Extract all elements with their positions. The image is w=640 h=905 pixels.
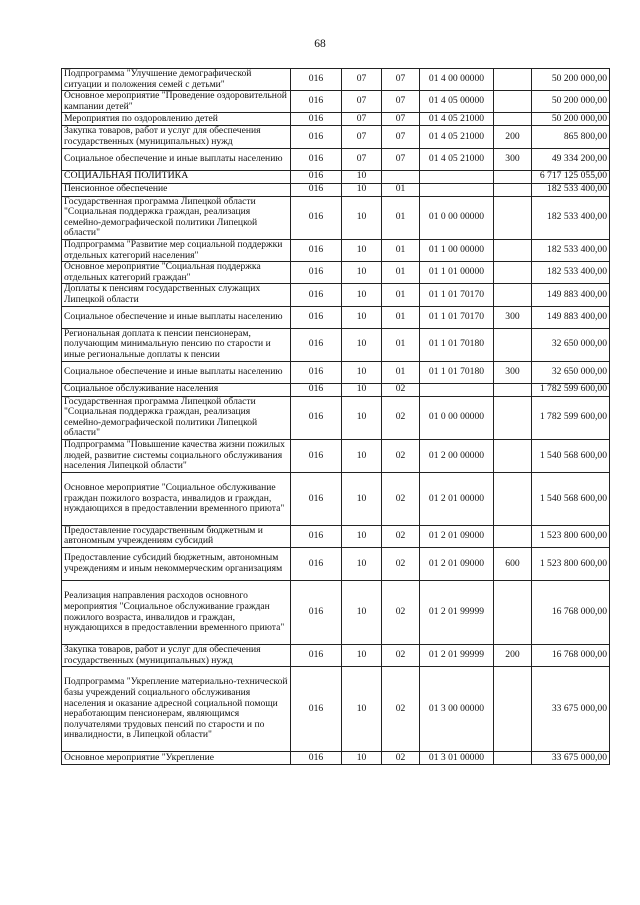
row-name: Социальное обеспечение и иные выплаты населению (62, 148, 291, 170)
row-admin-code: 016 (291, 472, 342, 525)
row-section-code: 10 (342, 472, 382, 525)
row-section-code: 07 (342, 69, 382, 91)
row-subsection-code: 01 (382, 284, 420, 306)
row-amount: 33 675 000,00 (532, 752, 610, 765)
row-amount: 16 768 000,00 (532, 645, 610, 667)
row-target-code: 01 2 01 99999 (420, 645, 494, 667)
row-name: Предоставление субсидий бюджетным, автономным учреждениям и иным некоммерческим организациям (62, 548, 291, 581)
row-section-code: 10 (342, 196, 382, 239)
row-amount: 182 533 400,00 (532, 196, 610, 239)
row-expense-type-code (494, 183, 532, 196)
row-name: Доплаты к пенсиям государственных служащих Липецкой области (62, 284, 291, 306)
row-subsection-code: 07 (382, 91, 420, 113)
row-admin-code: 016 (291, 170, 342, 183)
row-admin-code: 016 (291, 383, 342, 396)
row-name: Подпрограмма "Развитие мер социальной поддержки отдельных категорий населения" (62, 239, 291, 261)
row-expense-type-code (494, 170, 532, 183)
row-amount: 1 540 568 600,00 (532, 439, 610, 472)
row-admin-code: 016 (291, 262, 342, 284)
row-expense-type-code (494, 396, 532, 439)
row-section-code: 10 (342, 752, 382, 765)
table-row (62, 148, 610, 170)
row-expense-type-code (494, 113, 532, 126)
row-target-code: 01 4 05 21000 (420, 126, 494, 148)
row-section-code: 10 (342, 306, 382, 328)
row-target-code: 01 0 00 00000 (420, 196, 494, 239)
row-admin-code: 016 (291, 91, 342, 113)
row-subsection-code: 02 (382, 472, 420, 525)
row-target-code (420, 383, 494, 396)
row-subsection-code: 02 (382, 439, 420, 472)
table-row (62, 183, 610, 196)
row-admin-code: 016 (291, 69, 342, 91)
row-subsection-code: 01 (382, 239, 420, 261)
row-amount: 32 650 000,00 (532, 328, 610, 361)
row-admin-code: 016 (291, 284, 342, 306)
table-row (62, 667, 610, 752)
table-row (62, 439, 610, 472)
row-admin-code: 016 (291, 581, 342, 645)
row-section-code: 07 (342, 113, 382, 126)
row-expense-type-code (494, 284, 532, 306)
table-row (62, 239, 610, 261)
row-section-code: 10 (342, 183, 382, 196)
table-row (62, 396, 610, 439)
row-subsection-code: 02 (382, 396, 420, 439)
row-subsection-code: 02 (382, 383, 420, 396)
row-target-code: 01 2 00 00000 (420, 439, 494, 472)
row-section-code: 10 (342, 361, 382, 383)
row-name: Основное мероприятие "Укрепление (62, 752, 291, 765)
row-name: Подпрограмма "Повышение качества жизни пожилых людей, развитие системы социального обслуживания населения Липецкой области" (62, 439, 291, 472)
row-section-code: 10 (342, 328, 382, 361)
budget-table-body (62, 69, 610, 765)
row-amount: 1 782 599 600,00 (532, 383, 610, 396)
row-subsection-code: 01 (382, 262, 420, 284)
row-expense-type-code: 300 (494, 148, 532, 170)
row-expense-type-code (494, 262, 532, 284)
row-subsection-code: 02 (382, 525, 420, 547)
row-amount: 49 334 200,00 (532, 148, 610, 170)
row-admin-code: 016 (291, 113, 342, 126)
row-amount: 182 533 400,00 (532, 183, 610, 196)
row-amount: 32 650 000,00 (532, 361, 610, 383)
row-expense-type-code (494, 667, 532, 752)
row-target-code: 01 3 01 00000 (420, 752, 494, 765)
row-section-code: 10 (342, 439, 382, 472)
row-name: Реализация направления расходов основного мероприятия "Социальное обслуживание граждан пожилого возраста, инвалидов и граждан, нуждающихся в предоставлении временного приюта" (62, 581, 291, 645)
row-target-code (420, 170, 494, 183)
row-name: Закупка товаров, работ и услуг для обеспечения государственных (муниципальных) нужд (62, 126, 291, 148)
row-target-code: 01 1 01 00000 (420, 262, 494, 284)
table-row (62, 361, 610, 383)
row-section-code: 07 (342, 91, 382, 113)
table-row (62, 472, 610, 525)
table-row (62, 196, 610, 239)
row-target-code (420, 183, 494, 196)
row-admin-code: 016 (291, 239, 342, 261)
row-subsection-code: 07 (382, 148, 420, 170)
row-admin-code: 016 (291, 196, 342, 239)
table-row (62, 752, 610, 765)
row-target-code: 01 4 05 21000 (420, 148, 494, 170)
table-row (62, 262, 610, 284)
row-target-code: 01 0 00 00000 (420, 396, 494, 439)
row-name: Основное мероприятие "Социальная поддержка отдельных категорий граждан" (62, 262, 291, 284)
row-subsection-code: 07 (382, 69, 420, 91)
row-expense-type-code (494, 69, 532, 91)
row-section-code: 10 (342, 525, 382, 547)
row-admin-code: 016 (291, 645, 342, 667)
table-row (62, 69, 610, 91)
row-subsection-code: 02 (382, 645, 420, 667)
row-name: Социальное обслуживание населения (62, 383, 291, 396)
row-target-code: 01 3 00 00000 (420, 667, 494, 752)
row-expense-type-code (494, 383, 532, 396)
table-row (62, 548, 610, 581)
row-expense-type-code (494, 472, 532, 525)
row-name: Региональная доплата к пенсии пенсионерам, получающим минимальную пенсию по старости и иные региональные доплаты к пенсии (62, 328, 291, 361)
row-section-code: 10 (342, 383, 382, 396)
row-amount: 16 768 000,00 (532, 581, 610, 645)
row-subsection-code: 02 (382, 548, 420, 581)
table-row (62, 645, 610, 667)
row-target-code: 01 1 00 00000 (420, 239, 494, 261)
row-subsection-code: 02 (382, 752, 420, 765)
row-section-code: 10 (342, 284, 382, 306)
row-subsection-code (382, 170, 420, 183)
row-section-code: 10 (342, 548, 382, 581)
row-target-code: 01 1 01 70170 (420, 284, 494, 306)
row-name: Государственная программа Липецкой области "Социальная поддержка граждан, реализация семейно-демографической политики Липецкой области" (62, 196, 291, 239)
row-expense-type-code (494, 91, 532, 113)
row-amount: 6 717 125 055,00 (532, 170, 610, 183)
row-admin-code: 016 (291, 396, 342, 439)
row-amount: 1 782 599 600,00 (532, 396, 610, 439)
table-row (62, 170, 610, 183)
row-admin-code: 016 (291, 548, 342, 581)
row-amount: 1 523 800 600,00 (532, 525, 610, 547)
page-number: 68 (314, 38, 326, 50)
row-admin-code: 016 (291, 306, 342, 328)
row-admin-code: 016 (291, 667, 342, 752)
row-section-code: 07 (342, 148, 382, 170)
row-expense-type-code (494, 525, 532, 547)
row-section-code: 10 (342, 239, 382, 261)
row-amount: 50 200 000,00 (532, 113, 610, 126)
row-target-code: 01 4 05 00000 (420, 91, 494, 113)
row-section-code: 10 (342, 262, 382, 284)
row-expense-type-code (494, 196, 532, 239)
row-name: Мероприятия по оздоровлению детей (62, 113, 291, 126)
table-row (62, 91, 610, 113)
table-row (62, 284, 610, 306)
row-name: Социальное обеспечение и иные выплаты населению (62, 361, 291, 383)
row-admin-code: 016 (291, 183, 342, 196)
row-admin-code: 016 (291, 328, 342, 361)
row-admin-code: 016 (291, 361, 342, 383)
row-section-code: 07 (342, 126, 382, 148)
row-target-code: 01 2 01 09000 (420, 548, 494, 581)
row-name: Основное мероприятие "Проведение оздоровительной кампании детей" (62, 91, 291, 113)
row-admin-code: 016 (291, 439, 342, 472)
row-amount: 182 533 400,00 (532, 239, 610, 261)
row-amount: 33 675 000,00 (532, 667, 610, 752)
row-name: Пенсионное обеспечение (62, 183, 291, 196)
row-amount: 50 200 000,00 (532, 69, 610, 91)
row-expense-type-code (494, 752, 532, 765)
row-expense-type-code: 200 (494, 126, 532, 148)
row-amount: 50 200 000,00 (532, 91, 610, 113)
row-subsection-code: 02 (382, 667, 420, 752)
row-target-code: 01 4 05 21000 (420, 113, 494, 126)
table-row (62, 581, 610, 645)
row-name: Подпрограмма "Улучшение демографической ситуации и положения семей с детьми" (62, 69, 291, 91)
row-name: Основное мероприятие "Социальное обслуживание граждан пожилого возраста, инвалидов и граждан, нуждающихся в предоставлении временного приюта" (62, 472, 291, 525)
row-subsection-code: 07 (382, 126, 420, 148)
table-row (62, 126, 610, 148)
row-expense-type-code (494, 328, 532, 361)
budget-table (61, 68, 610, 765)
row-target-code: 01 2 01 99999 (420, 581, 494, 645)
row-amount: 149 883 400,00 (532, 306, 610, 328)
row-subsection-code: 01 (382, 183, 420, 196)
row-amount: 865 800,00 (532, 126, 610, 148)
row-admin-code: 016 (291, 525, 342, 547)
row-subsection-code: 01 (382, 328, 420, 361)
row-expense-type-code: 300 (494, 306, 532, 328)
row-amount: 182 533 400,00 (532, 262, 610, 284)
table-row (62, 525, 610, 547)
row-amount: 1 540 568 600,00 (532, 472, 610, 525)
table-row (62, 113, 610, 126)
row-section-code: 10 (342, 170, 382, 183)
row-target-code: 01 2 01 00000 (420, 472, 494, 525)
row-expense-type-code: 200 (494, 645, 532, 667)
row-expense-type-code (494, 439, 532, 472)
row-subsection-code: 01 (382, 306, 420, 328)
row-section-code: 10 (342, 645, 382, 667)
row-amount: 149 883 400,00 (532, 284, 610, 306)
table-row (62, 383, 610, 396)
row-target-code: 01 1 01 70180 (420, 328, 494, 361)
row-target-code: 01 1 01 70180 (420, 361, 494, 383)
row-admin-code: 016 (291, 148, 342, 170)
row-admin-code: 016 (291, 752, 342, 765)
row-subsection-code: 01 (382, 196, 420, 239)
row-admin-code: 016 (291, 126, 342, 148)
row-target-code: 01 4 00 00000 (420, 69, 494, 91)
row-expense-type-code (494, 581, 532, 645)
row-name: Социальное обеспечение и иные выплаты населению (62, 306, 291, 328)
row-subsection-code: 02 (382, 581, 420, 645)
row-name: Подпрограмма "Укрепление материально-технической базы учреждений социального обслуживания населения и оказание адресной социальной помощи неработающим пенсионерам, являющимся получателями трудовых пенсий по старости и по инвалидности, в Липецкой области" (62, 667, 291, 752)
row-name: СОЦИАЛЬНАЯ ПОЛИТИКА (62, 170, 291, 183)
row-section-code: 10 (342, 396, 382, 439)
row-subsection-code: 01 (382, 361, 420, 383)
row-subsection-code: 07 (382, 113, 420, 126)
row-expense-type-code: 600 (494, 548, 532, 581)
row-target-code: 01 1 01 70170 (420, 306, 494, 328)
row-expense-type-code: 300 (494, 361, 532, 383)
row-section-code: 10 (342, 667, 382, 752)
row-section-code: 10 (342, 581, 382, 645)
table-row (62, 306, 610, 328)
table-row (62, 328, 610, 361)
row-expense-type-code (494, 239, 532, 261)
row-name: Государственная программа Липецкой области "Социальная поддержка граждан, реализация семейно-демографической политики Липецкой области" (62, 396, 291, 439)
row-amount: 1 523 800 600,00 (532, 548, 610, 581)
row-name: Предоставление государственным бюджетным и автономным учреждениям субсидий (62, 525, 291, 547)
row-target-code: 01 2 01 09000 (420, 525, 494, 547)
row-name: Закупка товаров, работ и услуг для обеспечения государственных (муниципальных) нужд (62, 645, 291, 667)
